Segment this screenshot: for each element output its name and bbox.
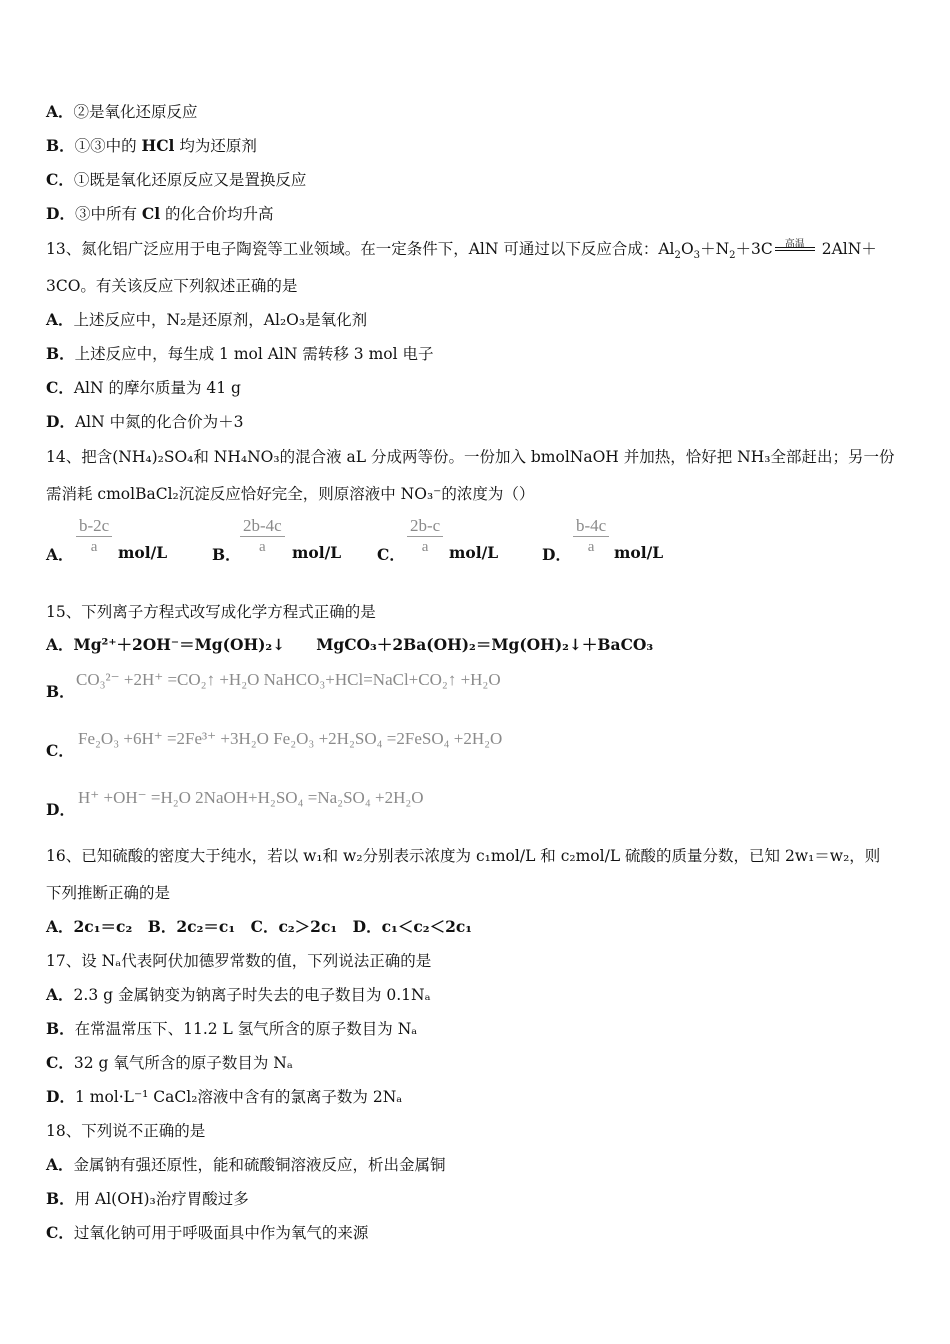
option-text: 的化合价均升高: [160, 205, 274, 223]
option-text: ③中所有: [74, 205, 142, 223]
numerator: 2b-4c: [240, 516, 285, 537]
reaction-condition: [773, 239, 817, 259]
q14-stem-line1: 14、把含(NH₄)₂SO₄和 NH₄NO₃的混合液 aL 分成两等份。一份加入 bmolNaOH 并加热，恰好把 NH₃全部赶出；另一份: [46, 448, 895, 466]
q14-stem-line2: 需消耗 cmolBaCl₂沉淀反应恰好完全，则原溶液中 NO₃⁻的浓度为（）: [46, 485, 535, 503]
q15-option-c-equations: Fe₂O₃ +6H⁺ =2Fe³⁺ +3H₂O Fe₂O₃ +2H₂SO₄ =2FeSO₄ +2H₂O: [78, 729, 503, 748]
q17-option-d: [46, 1087, 402, 1107]
q15-option-d: [46, 800, 75, 820]
q15-option-d-equations: H⁺ +OH⁻ =H₂O 2NaOH+H₂SO₄ =Na₂SO₄ +2H₂O: [78, 788, 424, 807]
q17-option-c: [46, 1053, 293, 1073]
q18-option-a: [46, 1155, 446, 1175]
q14-option-d-label: D．: [542, 545, 571, 564]
q15-option-b-equations: CO₃²⁻ +2H⁺ =CO₂↑ +H₂O NaHCO₃+HCl=NaCl+CO₂↑ +H₂O: [76, 670, 501, 689]
denominator: a: [421, 539, 429, 555]
q13-option-c: [46, 378, 241, 398]
q14-option-b-label: B．: [212, 545, 241, 564]
option-text: ①③中的: [74, 137, 142, 155]
q12-option-b: [46, 136, 257, 156]
numerator: 2b-c: [407, 516, 443, 537]
q18-option-c: [46, 1223, 368, 1243]
q14-option-a-unit: mol/L: [118, 543, 168, 562]
option-label: A．: [46, 102, 74, 121]
option-label: B．: [46, 1019, 75, 1038]
option-label: D．: [46, 412, 75, 431]
option-text: 2.3 g 金属钠变为钠离子时失去的电子数目为 0.1Nₐ: [73, 986, 431, 1004]
option-label: A．: [46, 310, 74, 329]
option-text: 过氧化钠可用于呼吸面具中作为氧气的来源: [73, 1224, 369, 1242]
numerator: b-4c: [573, 516, 609, 537]
stem-text: 13、氮化铝广泛应用于电子陶瓷等工业领域。在一定条件下，AlN 可通过以下反应合成：Al: [46, 240, 675, 258]
q13-option-a: [46, 310, 367, 330]
denominator: a: [90, 539, 98, 555]
option-label: B．: [46, 136, 75, 155]
option-label: D．: [46, 1087, 75, 1106]
q16-options: A．2c₁＝c₂ B．2c₂＝c₁ C．c₂＞2c₁ D．c₁＜c₂＜2c₁: [46, 917, 473, 936]
q14-option-d-unit: mol/L: [614, 543, 664, 562]
option-text: 上述反应中，每生成 1 mol AlN 需转移 3 mol 电子: [74, 345, 434, 363]
option-label: A．: [46, 985, 74, 1004]
condition-text: 高温: [784, 239, 805, 250]
option-label: D．: [46, 204, 75, 223]
formula: HCl: [141, 136, 175, 155]
option-text: 在常温常压下、11.2 L 氢气所含的原子数目为 Nₐ: [74, 1020, 418, 1038]
option-label: C．: [46, 170, 74, 189]
q12-option-c: [46, 170, 306, 190]
stem-text: ＋N: [700, 240, 730, 258]
option-label: C．: [46, 1223, 74, 1242]
q17-option-b: [46, 1019, 417, 1039]
q14-option-a-label: A．: [46, 545, 74, 564]
option-text: ①既是氧化还原反应又是置换反应: [73, 171, 307, 189]
q16-stem-line2: 下列推断正确的是: [46, 884, 171, 902]
stem-text: O: [680, 240, 694, 258]
option-text: 金属钠有强还原性，能和硫酸铜溶液反应，析出金属铜: [73, 1156, 446, 1174]
q17-stem: 17、设 Nₐ代表阿伏加德罗常数的值，下列说法正确的是: [46, 952, 432, 970]
q16-stem-line1: 16、已知硫酸的密度大于纯水，若以 w₁和 w₂分别表示浓度为 c₁mol/L 和 c₂mol/L 硫酸的质量分数，已知 2w₁＝w₂，则: [46, 847, 881, 865]
option-label: A．: [46, 1155, 74, 1174]
option-text: ②是氧化还原反应: [73, 103, 198, 121]
q13-stem-line2: 3CO。有关该反应下列叙述正确的是: [46, 277, 298, 295]
option-text: 32 g 氧气所含的原子数目为 Nₐ: [73, 1054, 293, 1072]
denominator: a: [259, 539, 266, 555]
option-label: C．: [46, 1053, 74, 1072]
q12-option-a: [46, 102, 198, 122]
q15-option-a: [46, 635, 653, 655]
q14-option-c-unit: mol/L: [449, 543, 499, 562]
q14-option-b-unit: mol/L: [292, 543, 342, 562]
option-text: 用 Al(OH)₃治疗胃酸过多: [74, 1190, 249, 1208]
numerator: b-2c: [76, 516, 112, 537]
option-text: 上述反应中，N₂是还原剂，Al₂O₃是氧化剂: [73, 311, 368, 329]
stem-text: 2AlN＋: [816, 240, 877, 258]
option-label: C．: [46, 741, 74, 760]
q18-stem: 18、下列说不正确的是: [46, 1122, 206, 1140]
q14-option-a-fraction: [76, 516, 112, 556]
q17-option-a: [46, 985, 431, 1005]
option-label: A．: [46, 635, 74, 654]
formula: Cl: [141, 204, 161, 223]
q12-option-d: [46, 204, 274, 224]
q14-option-c-fraction: [407, 516, 443, 556]
q18-option-b: [46, 1189, 249, 1209]
option-text: Mg²⁺＋2OH⁻＝Mg(OH)₂↓ MgCO₃＋2Ba(OH)₂＝Mg(OH)₂↓＋BaCO₃: [73, 635, 654, 654]
option-label: D．: [46, 800, 75, 819]
option-label: B．: [46, 682, 75, 701]
q15-option-b: [46, 682, 75, 702]
q14-option-c-label: C．: [377, 545, 405, 564]
option-label: B．: [46, 344, 75, 363]
option-label: C．: [46, 378, 74, 397]
q14-option-b-fraction: [240, 516, 285, 556]
q13-option-b: [46, 344, 434, 364]
option-label: B．: [46, 1189, 75, 1208]
denominator: a: [587, 539, 595, 555]
option-text: 均为还原剂: [174, 137, 257, 155]
q13-stem-line1: 13、氮化铝广泛应用于电子陶瓷等工业领域。在一定条件下，AlN 可通过以下反应合成：$Al_2O_3+N_2+3C$ 高温 2AlN＋: [46, 239, 877, 259]
stem-text: ＋3C: [735, 240, 773, 258]
q14-option-d-fraction: [573, 516, 609, 556]
option-text: AlN 中氮的化合价为＋3: [74, 413, 244, 431]
option-text: 1 mol·L⁻¹ CaCl₂溶液中含有的氯离子数为 2Nₐ: [74, 1088, 403, 1106]
q15-option-c: [46, 741, 74, 761]
q13-option-d: [46, 412, 243, 432]
q15-stem: 15、下列离子方程式改写成化学方程式正确的是: [46, 603, 376, 621]
option-text: AlN 的摩尔质量为 41 g: [73, 379, 241, 397]
